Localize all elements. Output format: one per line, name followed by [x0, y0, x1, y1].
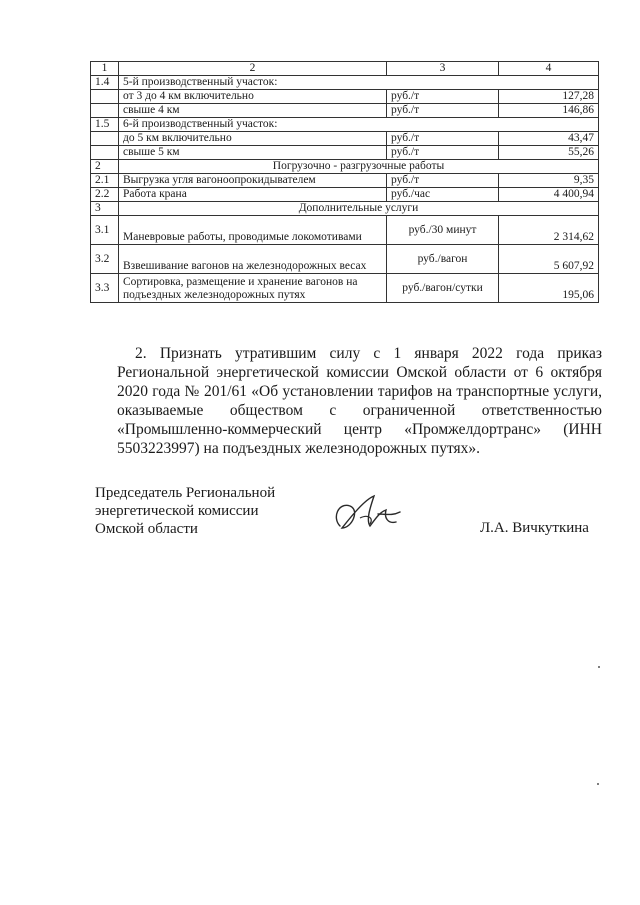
row-number-cell: 1.5: [91, 118, 119, 132]
tariff-value-cell: 146,86: [499, 104, 599, 118]
section-title-cell: 5-й производственный участок:: [119, 76, 599, 90]
tariff-table-body: [91, 62, 599, 303]
service-name-cell: Маневровые работы, проводимые локомотивами: [119, 216, 387, 245]
unit-cell: руб./30 минут: [387, 216, 499, 245]
row-number-cell: 3.2: [91, 245, 119, 274]
unit-cell: руб./т: [387, 146, 499, 160]
section-title-cell: 6-й производственный участок:: [119, 118, 599, 132]
unit-cell: руб./вагон/сутки: [387, 274, 499, 303]
unit-cell: руб./т: [387, 104, 499, 118]
header-cell: 1: [91, 62, 119, 76]
scan-speck: [597, 783, 599, 785]
table-row: [91, 104, 599, 118]
row-number-cell: [91, 104, 119, 118]
row-number-cell: 2.2: [91, 188, 119, 202]
unit-cell: руб./час: [387, 188, 499, 202]
tariff-value-cell: 55,26: [499, 146, 599, 160]
service-name-cell: свыше 4 км: [119, 104, 387, 118]
table-row: [91, 118, 599, 132]
decree-text: 2. Признать утратившим силу с 1 января 2022 года приказ Региональной энергетической комиссии Омской области от 6 октября 2020 года № 201/61 «Об установлении тарифов на транспортные услуги, оказываемые обществом с ограниченной ответственностью «Промышленно-коммерческий центр «Промжелдортранс» (ИНН 5503223997) на подъездных железнодорожных путях».: [117, 345, 602, 457]
table-row: [91, 160, 599, 174]
row-number-cell: [91, 90, 119, 104]
group-title-cell: Погрузочно - разгрузочные работы: [119, 160, 599, 174]
tariff-value-cell: 43,47: [499, 132, 599, 146]
handwritten-signature: [330, 488, 410, 538]
table-row: [91, 76, 599, 90]
service-name-cell: Взвешивание вагонов на железнодорожных весах: [119, 245, 387, 274]
decree-paragraph: [117, 344, 602, 458]
table-row: [91, 174, 599, 188]
table-row: [91, 274, 599, 303]
tariff-value-cell: 9,35: [499, 174, 599, 188]
table-row: [91, 245, 599, 274]
group-title-cell: Дополнительные услуги: [119, 202, 599, 216]
unit-cell: руб./т: [387, 174, 499, 188]
row-number-cell: 3.3: [91, 274, 119, 303]
signatory-position: [95, 484, 275, 538]
table-header-row: [91, 62, 599, 76]
unit-cell: руб./вагон: [387, 245, 499, 274]
row-number-cell: 3.1: [91, 216, 119, 245]
row-number-cell: 1.4: [91, 76, 119, 90]
row-number-cell: 3: [91, 202, 119, 216]
row-number-cell: [91, 146, 119, 160]
service-name-cell: свыше 5 км: [119, 146, 387, 160]
signatory-name: Л.А. Вичкуткина: [480, 520, 589, 536]
tariff-value-cell: 127,28: [499, 90, 599, 104]
tariff-value-cell: 5 607,92: [499, 245, 599, 274]
position-line: энергетической комиссии: [95, 503, 259, 519]
service-name-cell: Сортировка, размещение и хранение вагонов на подъездных железнодорожных путях: [119, 274, 387, 303]
tariff-table: [90, 61, 599, 303]
tariff-value-cell: 2 314,62: [499, 216, 599, 245]
row-number-cell: [91, 132, 119, 146]
tariff-value-cell: 195,06: [499, 274, 599, 303]
service-name-cell: Работа крана: [119, 188, 387, 202]
row-number-cell: 2.1: [91, 174, 119, 188]
service-name-cell: Выгрузка угля вагоноопрокидывателем: [119, 174, 387, 188]
table-row: [91, 132, 599, 146]
table-row: [91, 202, 599, 216]
header-cell: 4: [499, 62, 599, 76]
table-row: [91, 188, 599, 202]
table-row: [91, 216, 599, 245]
position-line: Омской области: [95, 521, 198, 537]
position-line: Председатель Региональной: [95, 485, 276, 501]
table-row: [91, 90, 599, 104]
header-cell: 3: [387, 62, 499, 76]
tariff-value-cell: 4 400,94: [499, 188, 599, 202]
unit-cell: руб./т: [387, 132, 499, 146]
row-number-cell: 2: [91, 160, 119, 174]
service-name-cell: от 3 до 4 км включительно: [119, 90, 387, 104]
scan-speck: [598, 666, 600, 668]
unit-cell: руб./т: [387, 90, 499, 104]
table-row: [91, 146, 599, 160]
service-name-cell: до 5 км включительно: [119, 132, 387, 146]
header-cell: 2: [119, 62, 387, 76]
